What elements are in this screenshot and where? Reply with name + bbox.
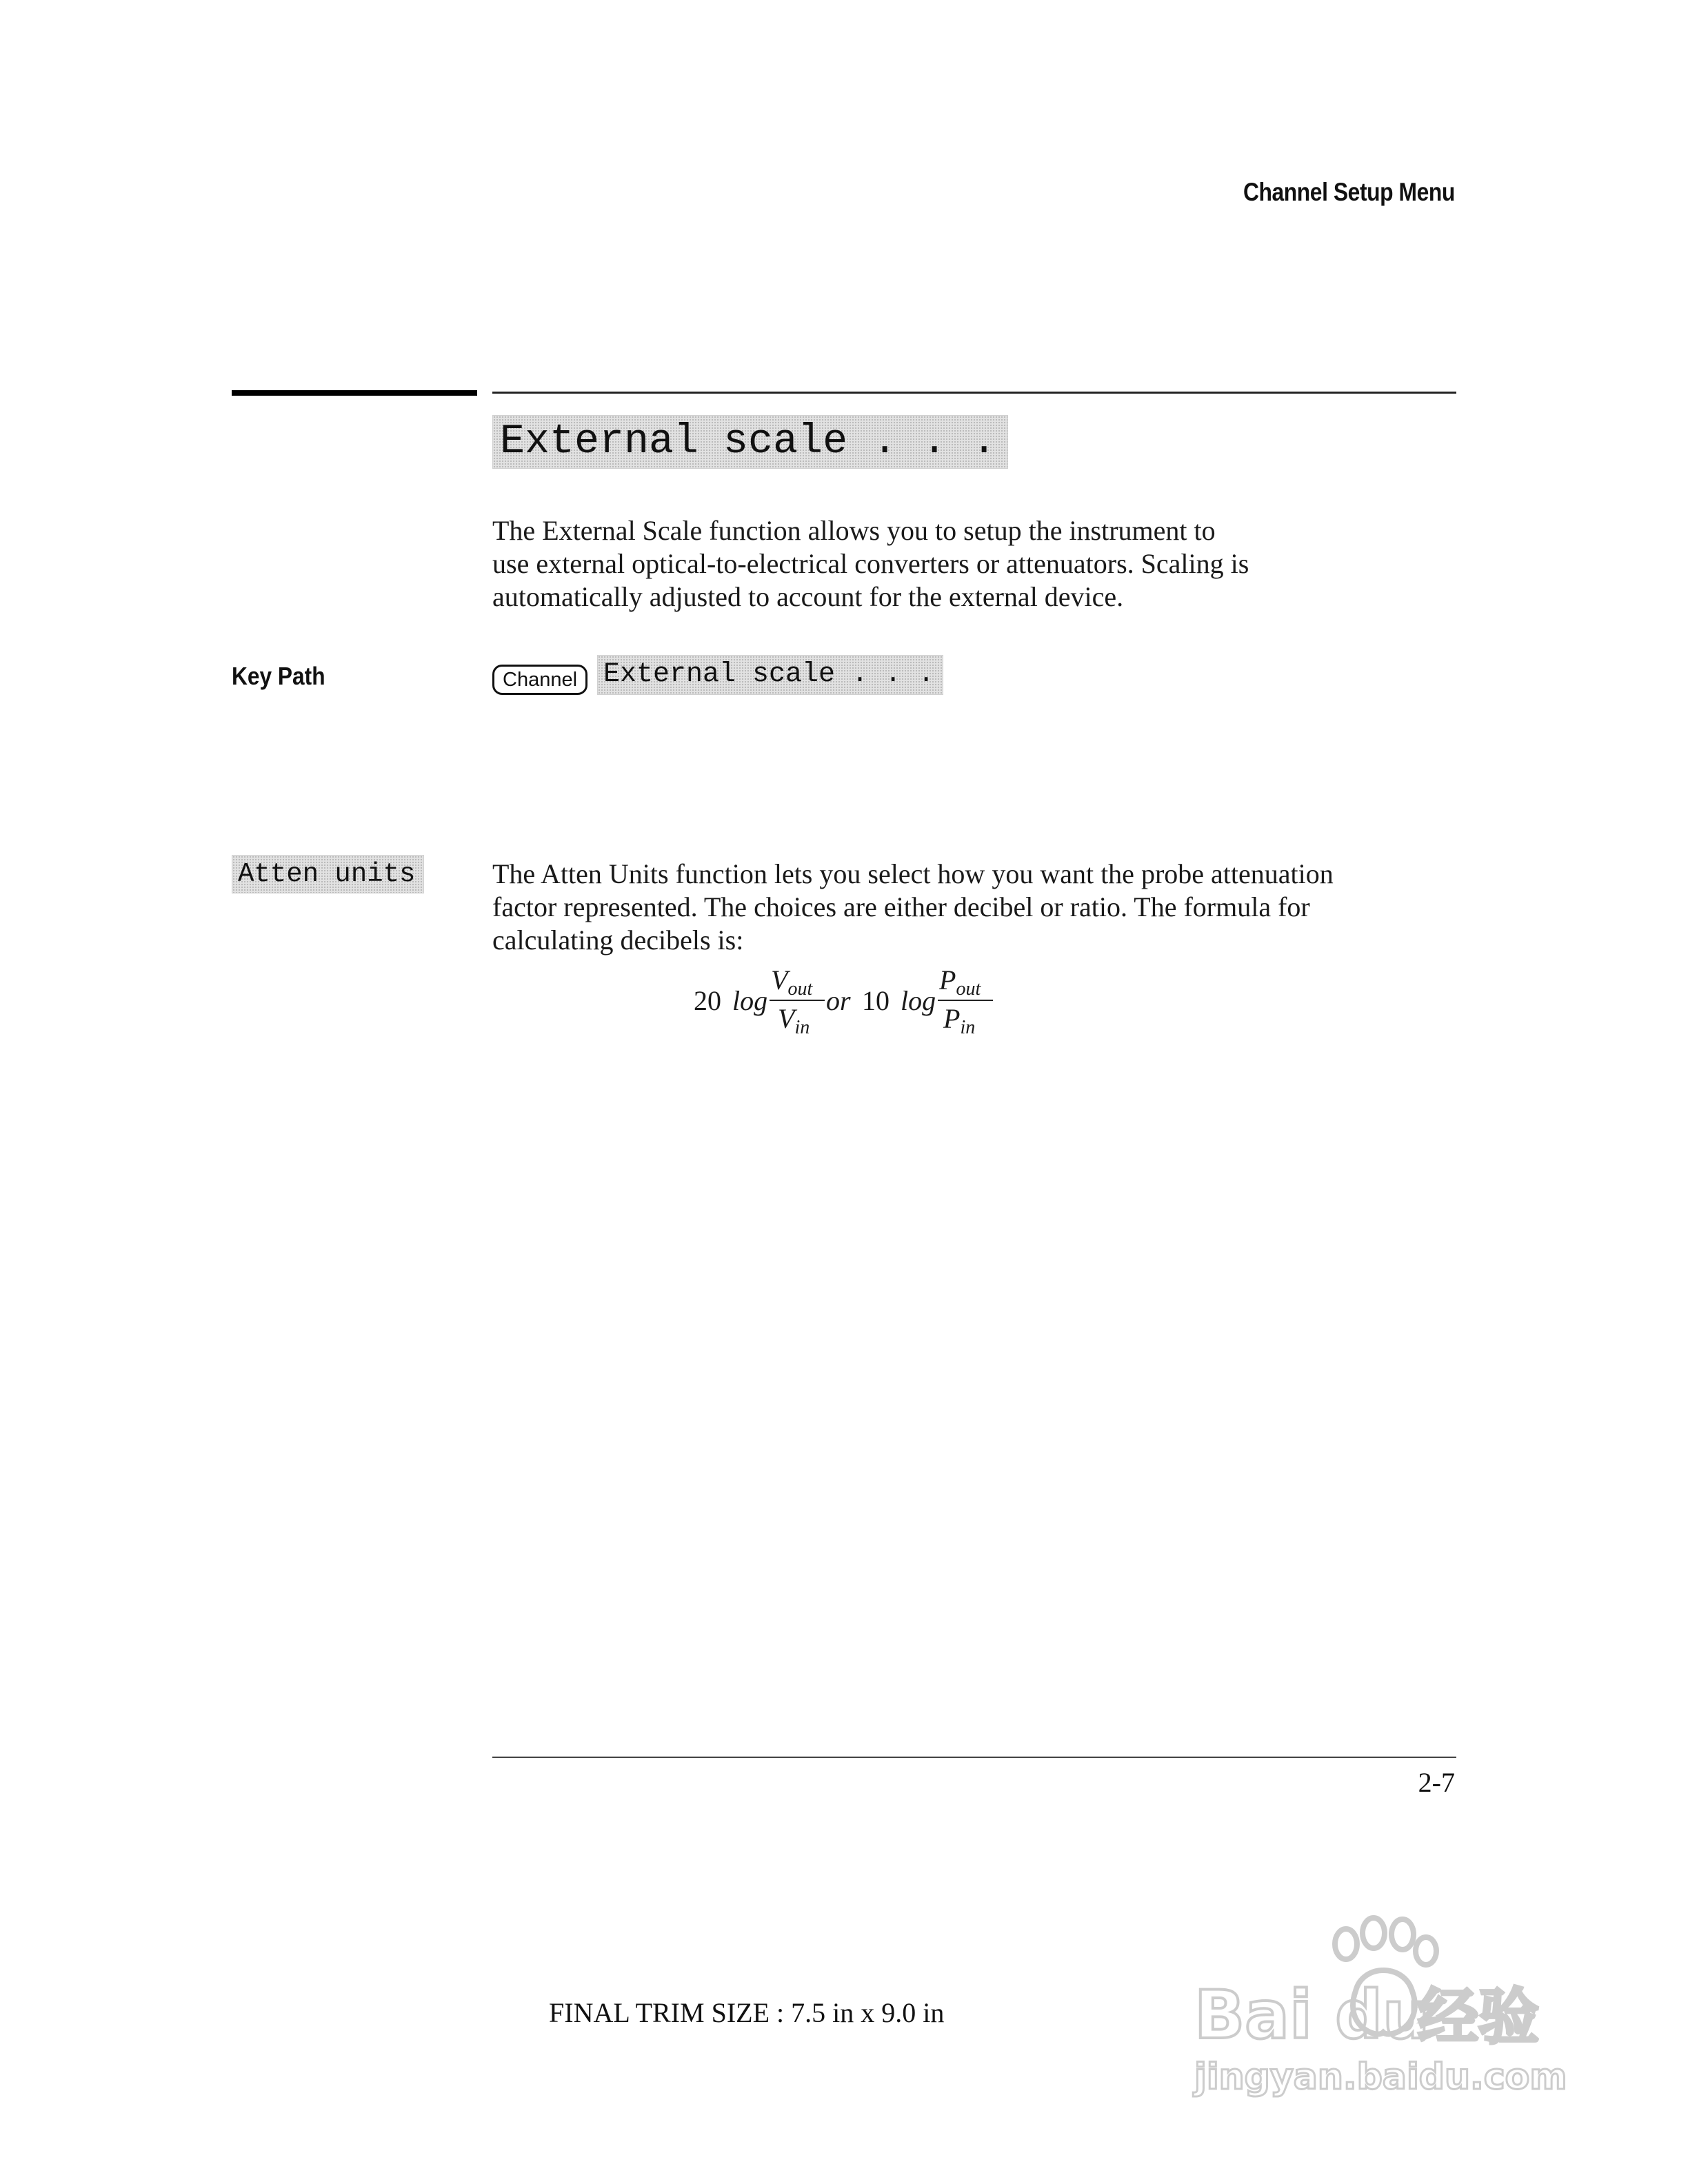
key-path-label: Key Path: [232, 662, 325, 690]
section-description: [492, 514, 1458, 614]
formula-log: log: [732, 985, 768, 1016]
footer-rule: [492, 1757, 1456, 1758]
running-head: Channel Setup Menu: [1243, 178, 1455, 206]
watermark-brand-cn: 经验: [1418, 1981, 1540, 2052]
formula-numerator-v: $V_{out}$: [771, 964, 813, 1000]
description-line: automatically adjusted to account for the external device.: [492, 581, 1124, 612]
formula-or: or: [826, 985, 851, 1016]
formula-denominator-p: $P_{in}$: [943, 1003, 976, 1038]
formula-coef-10: 10: [862, 985, 890, 1016]
trim-size-note: FINAL TRIM SIZE : 7.5 in x 9.0 in: [549, 1997, 945, 2028]
section-rule-left: [232, 390, 477, 396]
description-line: The Atten Units function lets you select how you want the probe attenuation: [492, 858, 1334, 889]
page-number: 2-7: [1418, 1767, 1455, 1798]
paw-icon: [1183, 1908, 1569, 2101]
formula-log: log: [901, 985, 936, 1016]
key-path-softkey: External scale . . .: [597, 655, 943, 695]
section-rule-right: [492, 392, 1456, 394]
atten-units-softkey: Atten units: [232, 855, 424, 893]
baidu-jingyan-watermark: [1183, 1908, 1569, 2101]
decibel-formula: [694, 964, 1011, 1040]
channel-hardkey: Channel: [492, 665, 587, 695]
fraction-bar: [938, 1000, 993, 1001]
watermark-url: jingyan.baidu.com: [1194, 2056, 1567, 2098]
description-line: use external optical-to-electrical converters or attenuators. Scaling is: [492, 548, 1249, 579]
section-title-softkey: External scale . . .: [492, 415, 1008, 469]
watermark-brand: Bai du: [1194, 1976, 1430, 2054]
fraction-bar: [770, 1000, 825, 1001]
formula-denominator-v: $V_{in}$: [778, 1003, 810, 1038]
description-line: factor represented. The choices are either decibel or ratio. The formula for: [492, 891, 1310, 922]
atten-units-description: [492, 858, 1458, 957]
formula-coef-20: 20: [694, 985, 721, 1016]
description-line: The External Scale function allows you to setup the instrument to: [492, 515, 1216, 546]
description-line: calculating decibels is:: [492, 924, 744, 956]
formula-numerator-p: $P_{out}$: [939, 964, 981, 1000]
